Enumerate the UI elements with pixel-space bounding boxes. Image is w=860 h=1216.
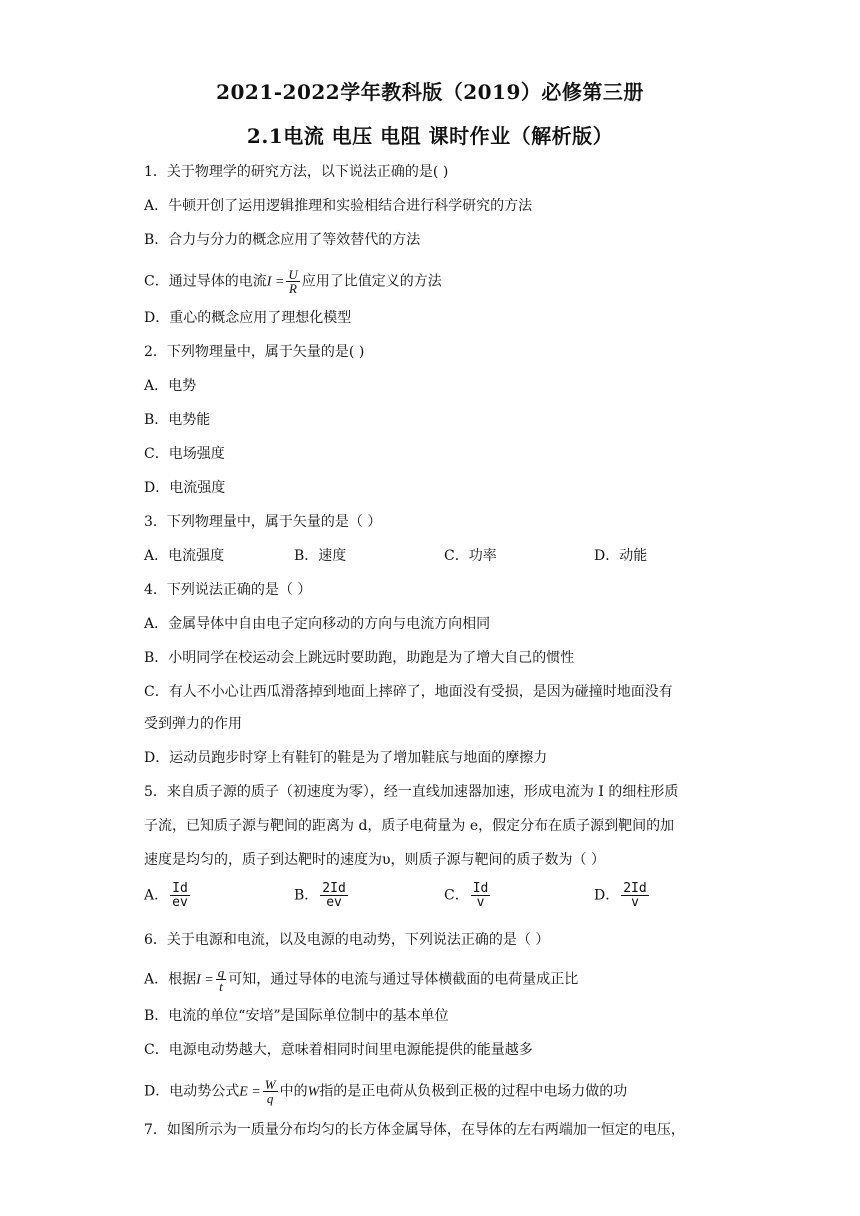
question-5-option-d xyxy=(594,882,651,909)
question-4-option-c-line1: C．有人不小心让西瓜滑落掉到地面上摔碎了，地面没有受损，是因为碰撞时地面没有 xyxy=(144,684,673,700)
question-4-option-a: A．金属导体中自由电子定向移动的方向与电流方向相同 xyxy=(144,616,491,632)
option-a-text-before: A．根据 xyxy=(144,971,197,988)
question-5-stem-line2: 子流，已知质子源与靶间的距离为 d，质子电荷量为 e，假定分布在质子源到靶间的加 xyxy=(144,818,675,834)
option-fraction xyxy=(621,882,648,909)
option-label: A． xyxy=(144,887,169,904)
question-3-option-b: B．速度 xyxy=(294,548,347,564)
formula-lhs: I = xyxy=(196,972,214,988)
question-6-option-c: C．电源电动势越大，意味着相同时间里电源能提供的能量越多 xyxy=(144,1042,533,1058)
fraction-numerator: Id xyxy=(172,881,188,896)
document-subtitle: 2.1电流 电压 电阻 课时作业（解析版） xyxy=(246,124,614,148)
question-5-option-c xyxy=(444,882,492,909)
question-5-stem-line3: 速度是均匀的，质子到达靶时的速度为υ，则质子源与靶间的质子数为（ ） xyxy=(144,852,605,868)
question-3-option-d: D．动能 xyxy=(594,548,648,564)
question-6-option-b: B．电流的单位“安培”是国际单位制中的基本单位 xyxy=(144,1008,449,1024)
fraction-denominator: ev xyxy=(326,895,342,910)
fraction-denominator: t xyxy=(219,979,223,994)
option-c-text-after: 应用了比值定义的方法 xyxy=(301,273,442,290)
document-title: 2021-2022学年教科版（2019）必修第三册 xyxy=(216,80,644,104)
option-fraction xyxy=(320,882,347,909)
formula-fraction-u-over-r xyxy=(286,268,299,295)
option-label: D． xyxy=(594,887,620,904)
question-4-option-c-line2: 受到弹力的作用 xyxy=(144,716,242,732)
fraction-denominator: R xyxy=(289,281,297,296)
formula-fraction-w-over-q xyxy=(263,1078,278,1105)
fraction-denominator: v xyxy=(476,895,485,910)
question-2-option-c: C．电场强度 xyxy=(144,446,225,462)
formula-fraction-q-over-t xyxy=(216,966,227,993)
question-3-option-c: C．功率 xyxy=(444,548,497,564)
question-2-option-d: D．电流强度 xyxy=(144,480,226,496)
question-6-option-a xyxy=(144,966,578,993)
option-label: C． xyxy=(444,887,469,904)
question-6-stem: 6．关于电源和电流，以及电源的电动势，下列说法正确的是（ ） xyxy=(144,932,550,948)
question-1-option-b: B．合力与分力的概念应用了等效替代的方法 xyxy=(144,232,421,248)
fraction-numerator: q xyxy=(217,965,225,980)
fraction-numerator: W xyxy=(264,1077,276,1092)
question-4-option-b: B．小明同学在校运动会上跳远时要助跑，助跑是为了增大自己的惯性 xyxy=(144,650,575,666)
fraction-numerator: Id xyxy=(472,881,489,896)
fraction-numerator: U xyxy=(288,267,298,282)
question-5-stem-line1: 5．来自质子源的质子（初速度为零），经一直线加速器加速，形成电流为 I 的细柱形质 xyxy=(144,784,679,800)
option-label: B． xyxy=(294,887,319,904)
question-1-stem: 1．关于物理学的研究方法，以下说法正确的是( ) xyxy=(144,164,449,180)
question-7-stem: 7．如图所示为一质量分布均匀的长方体金属导体，在导体的左右两端加一恒定的电压， xyxy=(144,1122,685,1138)
question-3-stem: 3．下列物理量中，属于矢量的是（ ） xyxy=(144,514,382,530)
option-fraction xyxy=(170,882,190,909)
question-1-option-d: D．重心的概念应用了理想化模型 xyxy=(144,310,352,326)
question-2-stem: 2．下列物理量中，属于矢量的是( ) xyxy=(144,344,365,360)
option-a-text-after: 可知，通过导体的电流与通过导体横截面的电荷量成正比 xyxy=(228,971,579,988)
question-5-option-a xyxy=(144,882,192,909)
fraction-denominator: v xyxy=(631,895,639,910)
fraction-denominator: ev xyxy=(172,895,188,910)
option-d-text-before: D．电动势公式 xyxy=(144,1083,240,1100)
fraction-denominator: q xyxy=(266,1091,274,1106)
question-2-option-b: B．电势能 xyxy=(144,412,211,428)
question-3-option-a: A．电流强度 xyxy=(144,548,225,564)
fraction-numerator: 2Id xyxy=(623,881,647,896)
option-d-text-after: 指的是正电荷从负极到正极的过程中电场力做的功 xyxy=(319,1083,628,1100)
formula-lhs: E = xyxy=(239,1084,261,1100)
formula-lhs: I = xyxy=(266,274,285,290)
question-4-option-d: D．运动员跑步时穿上有鞋钉的鞋是为了增加鞋底与地面的摩擦力 xyxy=(144,750,548,766)
question-1-option-c xyxy=(144,268,442,295)
option-c-text-before: C．通过导体的电流 xyxy=(144,273,267,290)
variable-w: W xyxy=(307,1084,320,1100)
question-6-option-d xyxy=(144,1078,627,1105)
fraction-numerator: 2Id xyxy=(322,881,346,896)
option-d-text-mid: 中的 xyxy=(279,1083,308,1100)
option-fraction xyxy=(471,882,491,909)
question-1-option-a: A．牛顿开创了运用逻辑推理和实验相结合进行科学研究的方法 xyxy=(144,198,533,214)
question-4-stem: 4．下列说法正确的是（ ） xyxy=(144,582,312,598)
question-5-option-b xyxy=(294,882,350,909)
question-2-option-a: A．电势 xyxy=(144,378,197,394)
